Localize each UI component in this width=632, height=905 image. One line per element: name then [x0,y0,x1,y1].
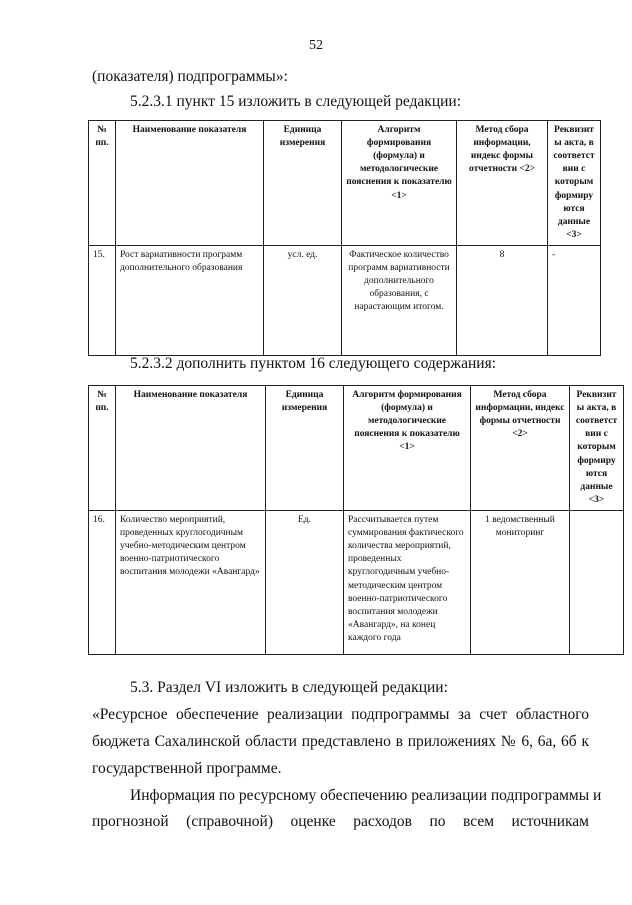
col-header-unit: Единица измерения [264,121,342,246]
col-header-collection-method: Метод сбора информации, индекс формы отчетности <2> [471,386,570,511]
cell-act-details [570,510,624,654]
cell-number: 16. [89,510,116,654]
cell-collection-method: 8 [457,245,548,355]
cell-indicator-name: Рост вариативности программ дополнительного образования [116,245,264,355]
intro-line: (показателя) подпрограммы»: [92,68,288,85]
cell-collection-method: 1 ведомственный мониторинг [471,510,570,654]
section-heading-5-2-3-2: 5.2.3.2 дополнить пунктом 16 следующего содержания: [130,355,496,372]
table-header-row [89,121,601,246]
paragraph-line: бюджета Сахалинской области представлено в приложениях № 6, 6а, 6б к [92,733,589,750]
col-header-act-details: Реквизиты акта, в соответствии с которым формируются данные <3> [548,121,601,246]
col-header-algorithm: Алгоритм формирования (формула) и методологические пояснения к показателю <1> [342,121,457,246]
cell-unit: Ед. [266,510,344,654]
paragraph-line: Информация по ресурсному обеспечению реализации подпрограммы и [130,787,602,804]
indicator-table-item-16 [88,385,624,655]
paragraph-line: государственной программе. [92,760,282,777]
cell-algorithm: Фактическое количество программ вариативности дополнительного образования, с нарастающим итогом. [342,245,457,355]
cell-number: 15. [89,245,116,355]
table-header-row [89,386,624,511]
table-row [89,510,624,654]
page-number: 52 [309,38,323,53]
cell-algorithm: Рассчитывается путем суммирования фактического количества мероприятий, проведенных круглогодичным учебно-методическим центром военно-патриотического воспитания молодежи «Авангард», на конец каждого года [344,510,471,654]
cell-indicator-name: Количество мероприятий, проведенных круглогодичным учебно-методическим центром военно-патриотического воспитания молодежи «Авангард» [116,510,266,654]
section-heading-5-3: 5.3. Раздел VI изложить в следующей редакции: [130,679,448,696]
col-header-act-details: Реквизиты акта, в соответствии с которым формируются данные <3> [570,386,624,511]
col-header-indicator-name: Наименование показателя [116,386,266,511]
paragraph-line: прогнозной (справочной) оценке расходов по всем источникам [92,813,589,830]
section-heading-5-2-3-1: 5.2.3.1 пункт 15 изложить в следующей редакции: [130,93,462,110]
cell-act-details: - [548,245,601,355]
col-header-collection-method: Метод сбора информации, индекс формы отчетности <2> [457,121,548,246]
col-header-unit: Единица измерения [266,386,344,511]
indicator-table-item-15 [88,120,601,356]
col-header-number: № пп. [89,386,116,511]
table-row [89,245,601,355]
cell-unit: усл. ед. [264,245,342,355]
col-header-number: № пп. [89,121,116,246]
col-header-algorithm: Алгоритм формирования (формула) и методологические пояснения к показателю <1> [344,386,471,511]
col-header-indicator-name: Наименование показателя [116,121,264,246]
paragraph-line: «Ресурсное обеспечение реализации подпрограммы за счет областного [92,706,589,723]
